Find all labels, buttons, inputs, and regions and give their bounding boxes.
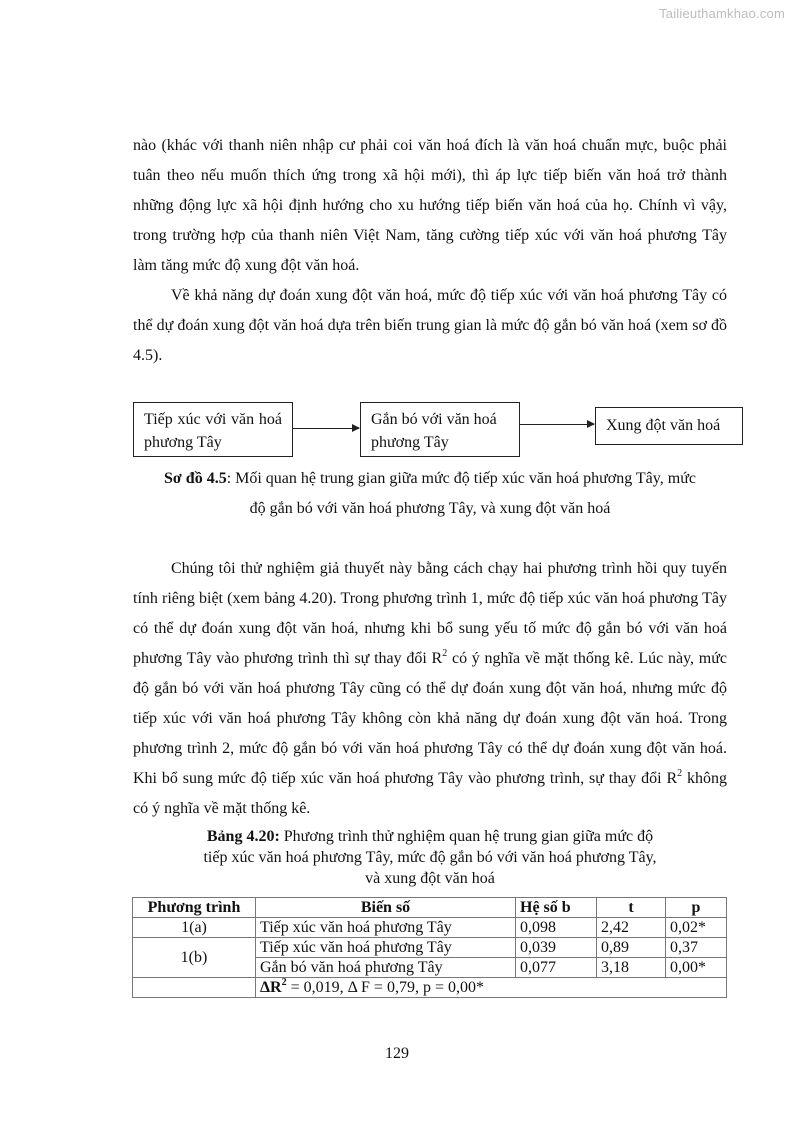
cell-b: 0,098 bbox=[516, 918, 597, 938]
superscript: 2 bbox=[442, 648, 448, 659]
watermark: Tailieuthamkhao.com bbox=[659, 6, 785, 21]
header-variable: Biến số bbox=[256, 898, 516, 918]
arrow-icon bbox=[520, 424, 594, 425]
paragraph-3-part-1: Chúng tôi thử nghiệm giả thuyết này bằng cách chạy hai phương trình hồi quy tuyến tính riêng biệt (xem bảng 4.20). Trong phương trình 1, mức độ tiếp xúc văn hoá phương Tây có thể dự đoán xung đột văn hoá, nhưng khi bổ sung yếu tố mức độ gắn bó với văn hoá phương Tây vào phương trình thì sự thay đổi R bbox=[133, 560, 727, 667]
diagram-caption-line-2: độ gắn bó với văn hoá phương Tây, và xung đột văn hoá bbox=[249, 500, 611, 517]
cell-b: 0,077 bbox=[516, 958, 597, 978]
cell-variable: Tiếp xúc văn hoá phương Tây bbox=[256, 938, 516, 958]
table-caption bbox=[133, 826, 727, 889]
cell-t: 0,89 bbox=[597, 938, 666, 958]
table-caption-line-2: tiếp xúc văn hoá phương Tây, mức độ gắn bó với văn hoá phương Tây, bbox=[203, 849, 657, 866]
regression-table bbox=[132, 897, 727, 998]
diagram-box-cultural-conflict: Xung đột văn hoá bbox=[595, 407, 743, 445]
diagram-caption-label: Sơ đồ 4.5 bbox=[164, 470, 227, 487]
header-p: p bbox=[666, 898, 727, 918]
table-summary-row bbox=[133, 978, 727, 998]
diagram-box-western-exposure: Tiếp xúc với văn hoá phương Tây bbox=[133, 402, 293, 457]
superscript: 2 bbox=[281, 977, 287, 988]
cell-equation: 1(b) bbox=[133, 938, 256, 978]
cell-p: 0,02* bbox=[666, 918, 727, 938]
cell-t: 2,42 bbox=[597, 918, 666, 938]
table-caption-line-3: và xung đột văn hoá bbox=[365, 870, 495, 887]
cell-p: 0,37 bbox=[666, 938, 727, 958]
summary-values: = 0,019, Δ F = 0,79, p = 0,00* bbox=[286, 979, 484, 996]
superscript: 2 bbox=[677, 768, 683, 779]
summary-delta-r: ΔR bbox=[260, 979, 282, 996]
paragraph-1: nào (khác với thanh niên nhập cư phải coi văn hoá đích là văn hoá chuẩn mực, buộc phải tuân theo nếu muốn thích ứng trong xã hội mới), thì áp lực tiếp biến văn hoá trở thành những động lực xã hội định hướng cho xu hướng tiếp biến văn hoá của họ. Chính vì vậy, trong trường hợp của thanh niên Việt Nam, tăng cường tiếp xúc với văn hoá phương Tây làm tăng mức độ xung đột văn hoá. bbox=[133, 137, 727, 274]
table-row bbox=[133, 918, 727, 938]
paragraph-2: Về khả năng dự đoán xung đột văn hoá, mức độ tiếp xúc với văn hoá phương Tây có thể dự đoán xung đột văn hoá dựa trên biến trung gian là mức độ gắn bó văn hoá (xem sơ đồ 4.5). bbox=[133, 287, 727, 364]
cell-variable: Gắn bó văn hoá phương Tây bbox=[256, 958, 516, 978]
cell-b: 0,039 bbox=[516, 938, 597, 958]
cell-t: 3,18 bbox=[597, 958, 666, 978]
header-coefficient-b: Hệ số b bbox=[516, 898, 597, 918]
header-t: t bbox=[597, 898, 666, 918]
table-header-row bbox=[133, 898, 727, 918]
table-caption-line-1: Phương trình thử nghiệm quan hệ trung gian giữa mức độ bbox=[279, 828, 654, 845]
arrow-icon bbox=[293, 428, 359, 429]
paragraph-3-part-3: không có ý nghĩa về mặt thống kê. bbox=[133, 770, 728, 817]
page-number: 129 bbox=[385, 1045, 409, 1062]
cell-summary bbox=[256, 978, 727, 998]
cell-p: 0,00* bbox=[666, 958, 727, 978]
paragraph-3 bbox=[133, 554, 727, 824]
table-caption-label: Bảng 4.20: bbox=[206, 828, 280, 845]
header-equation: Phương trình bbox=[133, 898, 256, 918]
cell-equation: 1(a) bbox=[133, 918, 256, 938]
diagram-caption-line-1: : Mối quan hệ trung gian giữa mức độ tiếp xúc văn hoá phương Tây, mức bbox=[226, 470, 696, 487]
cell-variable: Tiếp xúc văn hoá phương Tây bbox=[256, 918, 516, 938]
diagram-caption bbox=[133, 464, 727, 524]
table-row bbox=[133, 938, 727, 958]
cell-empty bbox=[133, 978, 256, 998]
diagram-box-western-attachment: Gắn bó với văn hoá phương Tây bbox=[360, 402, 520, 457]
paragraph-3-part-2: có ý nghĩa về mặt thống kê. Lúc này, mức độ gắn bó với văn hoá phương Tây cũng có thể dự đoán xung đột văn hoá, nhưng mức độ tiếp xúc với văn hoá phương Tây không còn khả năng dự đoán xung đột văn hoá. Trong phương trình 2, mức độ gắn bó với văn hoá phương Tây có thể dự đoán xung đột văn hoá. Khi bổ sung mức độ tiếp xúc văn hoá phương Tây vào phương trình, sự thay đổi R bbox=[133, 650, 728, 787]
